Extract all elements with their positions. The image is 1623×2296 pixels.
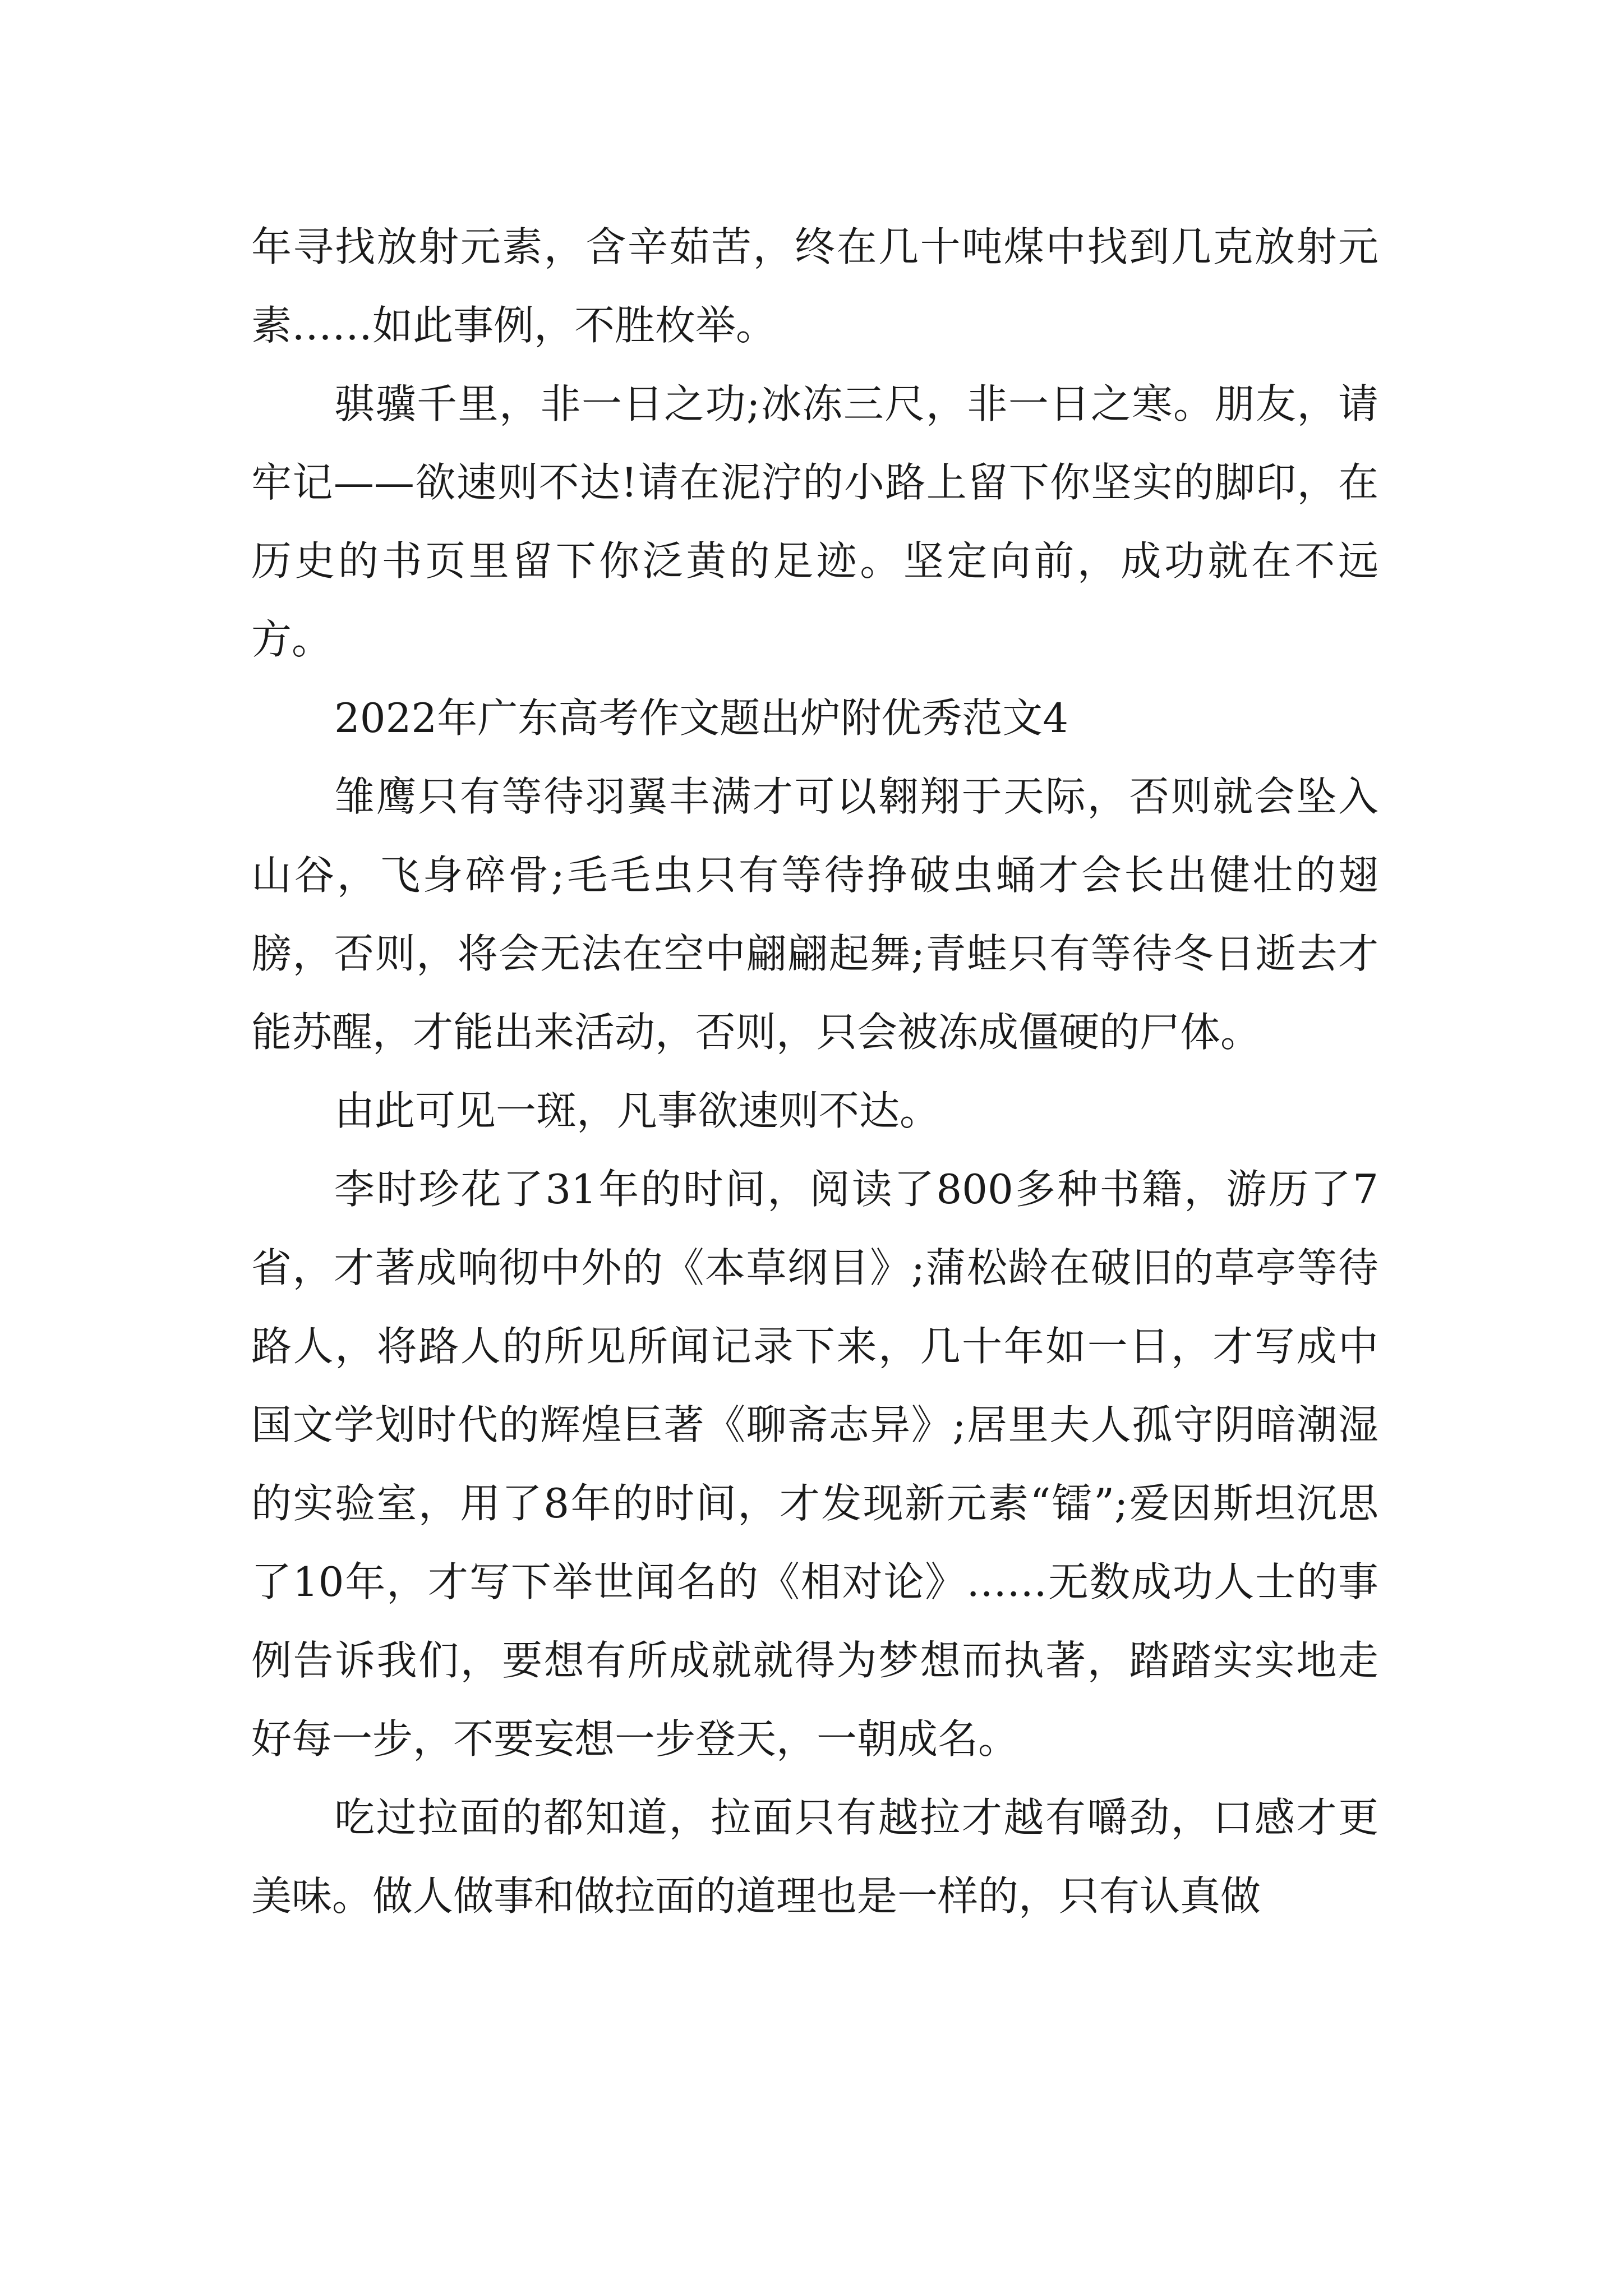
paragraph-6: 吃过拉面的都知道，拉面只有越拉才越有嚼劲，口感才更美味。做人做事和做拉面的道理也是一样的，只有认真做 bbox=[251, 1794, 1378, 1920]
paragraph-5: 李时珍花了31年的时间，阅读了800多种书籍，游历了7省，才著成响彻中外的《本草纲目》;蒲松龄在破旧的草亭等待路人，将路人的所见所闻记录下来，几十年如一日，才写成中国文学划时代的辉煌巨著《聊斋志异》;居里夫人孤守阴暗潮湿的实验室，用了8年的时间，才发现新元素“镭”;爱因斯坦沉思了10年，才写下举世闻名的《相对论》……无数成功人士的事例告诉我们，要想有所成就就得为梦想而执著，踏踏实实地走好每一步，不要妄想一步登天，一朝成名。 bbox=[251, 1166, 1378, 1763]
paragraph-3: 雏鹰只有等待羽翼丰满才可以翱翔于天际，否则就会坠入山谷，飞身碎骨;毛毛虫只有等待挣破虫蛹才会长出健壮的翅膀，否则，将会无法在空中翩翩起舞;青蛙只有等待冬日逝去才能苏醒，才能出来活动，否则，只会被冻成僵硬的尸体。 bbox=[251, 773, 1378, 1056]
section-heading: 2022年广东高考作文题出炉附优秀范文4 bbox=[334, 694, 1069, 742]
paragraph-2: 骐骥千里，非一日之功;冰冻三尺，非一日之寒。朋友，请牢记——欲速则不达!请在泥泞的小路上留下你坚实的脚印，在历史的书页里留下你泛黄的足迹。坚定向前，成功就在不远方。 bbox=[251, 380, 1378, 663]
paragraph-4: 由此可见一斑，凡事欲速则不达。 bbox=[334, 1087, 940, 1134]
paragraph-1: 年寻找放射元素，含辛茹苦，终在几十吨煤中找到几克放射元素……如此事例，不胜枚举。 bbox=[251, 223, 1378, 349]
document-body bbox=[251, 208, 1378, 1935]
